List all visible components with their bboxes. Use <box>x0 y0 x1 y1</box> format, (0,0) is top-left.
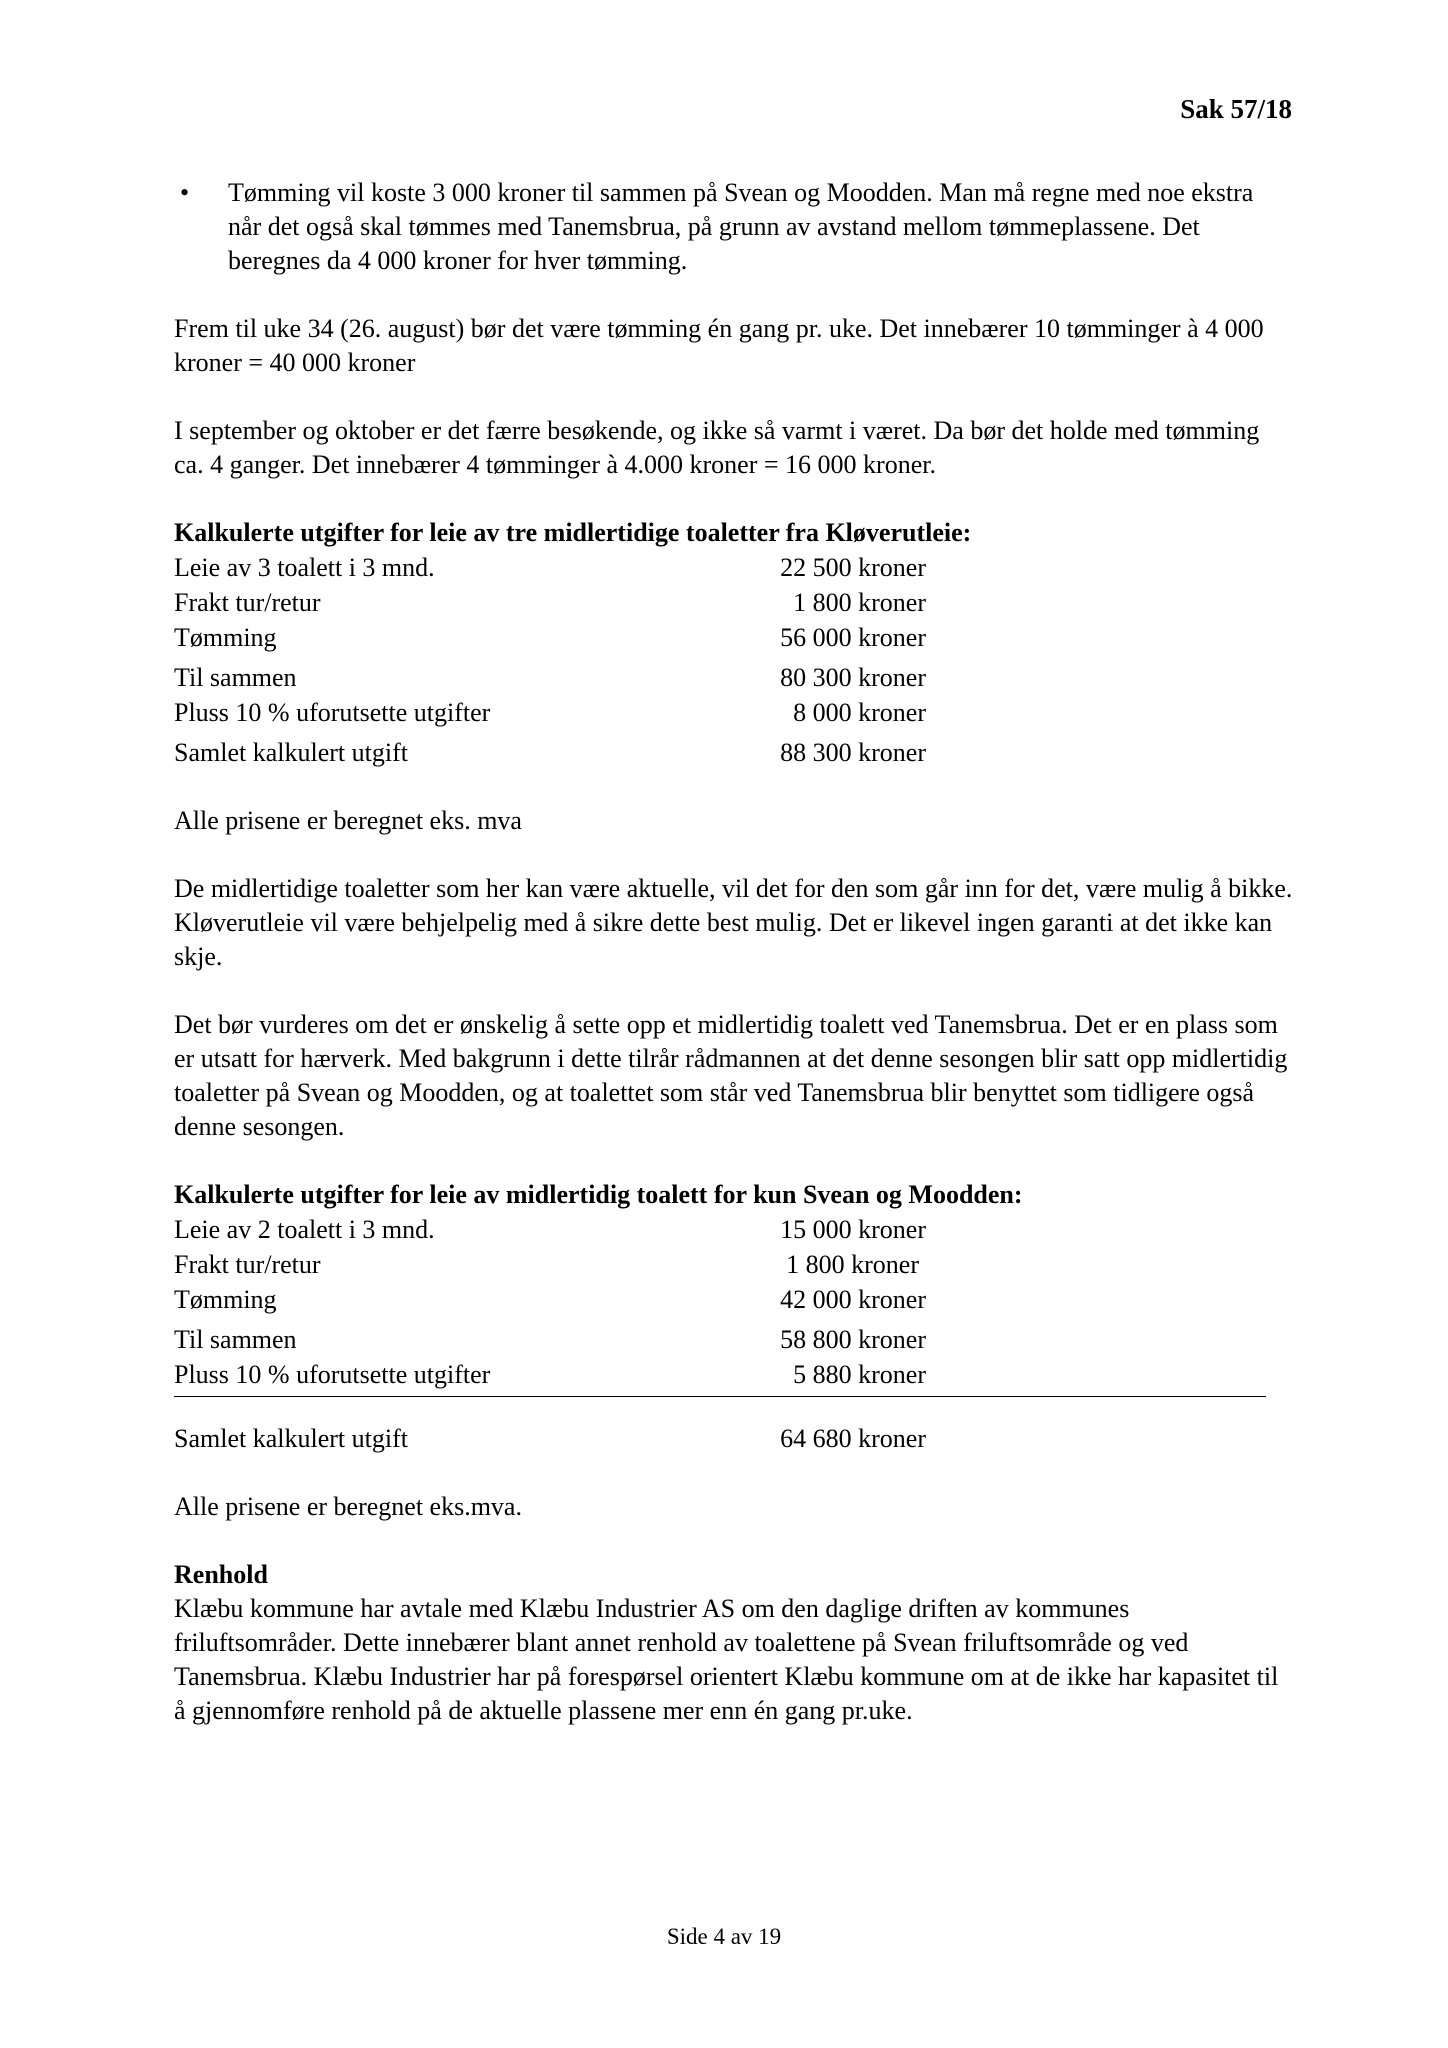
row-label: Tømming <box>174 623 277 652</box>
row-amount: 1 800 kroner <box>793 588 926 617</box>
total-label: Samlet kalkulert utgift <box>174 1424 408 1453</box>
row-label: Til sammen <box>174 663 297 692</box>
table1-vat-note: Alle prisene er beregnet eks. mva <box>174 806 522 835</box>
paragraph-recommendation: Det bør vurderes om det er ønskelig å sette opp et midlertidig toalett ved Tanemsbrua. Det er en plass som er utsatt for hærverk. Med bakgrunn i dette tilrår rådmannen at det denne sesongen blir satt opp midlertidig toaletter på Svean og Moodden, og at toalettet som står ved Tanemsbrua blir benyttet som tidligere også denne sesongen. <box>174 1010 1288 1141</box>
table-total-row <box>174 1421 1294 1456</box>
row-label: Leie av 2 toalett i 3 mnd. <box>174 1215 435 1244</box>
table-row <box>174 550 1294 585</box>
row-label: Tømming <box>174 1285 277 1314</box>
table-row <box>174 1212 1294 1247</box>
table-row <box>174 695 1294 730</box>
table-row <box>174 735 1294 770</box>
row-amount: 42 000 kroner <box>780 1285 926 1314</box>
row-amount: 8 000 kroner <box>793 698 926 727</box>
row-label: Frakt tur/retur <box>174 1250 321 1279</box>
table2-vat-note: Alle prisene er beregnet eks.mva. <box>174 1492 522 1521</box>
row-amount: 22 500 kroner <box>780 553 926 582</box>
row-amount: 80 300 kroner <box>780 663 926 692</box>
row-label: Pluss 10 % uforutsette utgifter <box>174 1360 491 1389</box>
paragraph-tipping-risk: De midlertidige toaletter som her kan være aktuelle, vil det for den som går inn for det, være mulig å bikke. Kløverutleie vil være behjelpelig med å sikre dette best mulig. Det er likevel ingen garanti at det ikke kan skje. <box>174 874 1293 971</box>
page-number: Side 4 av 19 <box>666 1924 782 1949</box>
table-row <box>174 1282 1294 1317</box>
table-row <box>174 660 1294 695</box>
cost-table-two-toilets <box>174 1212 1294 1456</box>
paragraph-weekly-emptying: Frem til uke 34 (26. august) bør det være tømming én gang pr. uke. Det innebærer 10 tømminger à 4 000 kroner = 40 000 kroner <box>174 314 1264 377</box>
row-amount: 5 880 kroner <box>793 1360 926 1389</box>
cost-table-three-toilets <box>174 550 1294 770</box>
total-divider-line <box>174 1396 1266 1397</box>
table-row <box>174 1357 1294 1392</box>
case-reference: Sak 57/18 <box>1180 94 1292 124</box>
table1-heading: Kalkulerte utgifter for leie av tre midlertidige toaletter fra Kløverutleie: <box>174 518 972 547</box>
bullet-item <box>174 176 1294 278</box>
table-row <box>174 1322 1294 1357</box>
row-amount: 1 800 kroner <box>786 1250 919 1279</box>
row-label: Pluss 10 % uforutsette utgifter <box>174 698 491 727</box>
table-row <box>174 620 1294 655</box>
table-row <box>174 1247 1294 1282</box>
table-row <box>174 585 1294 620</box>
renhold-paragraph: Klæbu kommune har avtale med Klæbu Industrier AS om den daglige driften av kommunes friluftsområder. Dette innebærer blant annet renhold av toalettene på Svean friluftsområde og ved Tanemsbrua. Klæbu Industrier har på forespørsel orientert Klæbu kommune om at de ikke har kapasitet til å gjennomføre renhold på de aktuelle plassene mer enn én gang pr.uke. <box>174 1594 1279 1725</box>
total-amount: 64 680 kroner <box>780 1424 926 1453</box>
row-amount: 58 800 kroner <box>780 1325 926 1354</box>
renhold-heading: Renhold <box>174 1560 268 1589</box>
table2-heading: Kalkulerte utgifter for leie av midlertidig toalett for kun Svean og Moodden: <box>174 1180 1023 1209</box>
paragraph-autumn-emptying: I september og oktober er det færre besøkende, og ikke så varmt i været. Da bør det holde med tømming ca. 4 ganger. Det innebærer 4 tømminger à 4.000 kroner = 16 000 kroner. <box>174 416 1260 479</box>
row-label: Leie av 3 toalett i 3 mnd. <box>174 553 435 582</box>
row-amount: 56 000 kroner <box>780 623 926 652</box>
bullet-text: Tømming vil koste 3 000 kroner til sammen på Svean og Moodden. Man må regne med noe ekstra når det også skal tømmes med Tanemsbrua, på grunn av avstand mellom tømmeplassene. Det beregnes da 4 000 kroner for hver tømming. <box>228 178 1254 275</box>
row-label: Samlet kalkulert utgift <box>174 738 408 767</box>
row-amount: 15 000 kroner <box>780 1215 926 1244</box>
page-content <box>174 176 1294 1728</box>
row-label: Til sammen <box>174 1325 297 1354</box>
row-amount: 88 300 kroner <box>780 738 926 767</box>
bullet-dot-icon: • <box>180 178 190 207</box>
row-label: Frakt tur/retur <box>174 588 321 617</box>
